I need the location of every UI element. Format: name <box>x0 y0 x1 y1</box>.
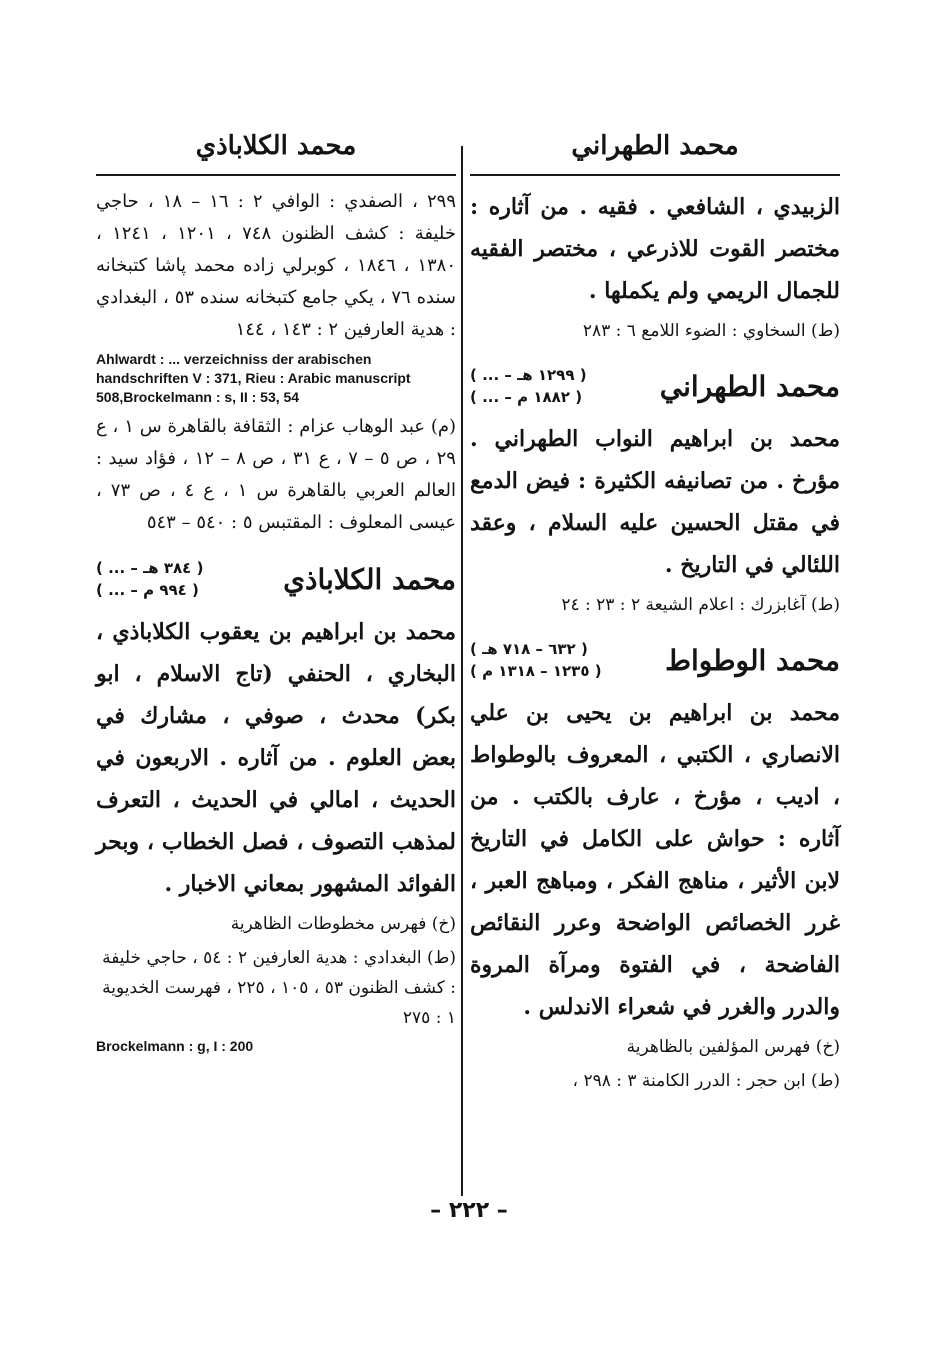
entry-reference-tehrani: (ط) آغابزرك : اعلام الشيعة ٢ : ٢٣ : ٢٤ <box>561 595 840 615</box>
entry-heading-tehrani <box>470 364 840 408</box>
entry-heading-watwat <box>470 638 840 682</box>
entry-body-watwat: محمد بن ابراهيم بن يحيى بن علي الانصاري ، الكتبي ، المعروف بالوطواط ، اديب ، مؤرخ ، عارف بالكتب . من آثاره : حواش على الكامل في التاريخ لابن الأثير ، مناهج الفكر ، ومباهج العبر ، غرر الخصائص الواضحة وعرر النقائص الفاضحة ، في الفتوة ومرآة المروة والدرر والغرر في شعراء الاندلس . <box>470 700 840 1020</box>
entry-dates-kalabadhi <box>96 557 203 601</box>
hijri-date: ( ٦٣٢ – ٧١٨ هـ ) <box>470 640 588 658</box>
left-running-header: محمد الكلاباذي <box>195 131 357 161</box>
gregorian-date: ( ... – ١٨٨٢ م ) <box>470 388 583 406</box>
left-column <box>96 122 456 1060</box>
entry-reference-kalabadhi-2: (ط) البغدادي : هدية العارفين ٢ : ٥٤ ، حاجي خليفة : كشف الظنون ٥٣ ، ١٠٥ ، ٢٢٥ ، فهرست الخديوية ١ : ٢٧٥ <box>102 948 456 1028</box>
right-column <box>470 122 840 1100</box>
continued-entry-reference: (ط) السخاوي : الضوء اللامع ٦ : ٢٨٣ <box>582 321 840 341</box>
gregorian-date: ( ... – ٩٩٤ م ) <box>96 581 199 599</box>
entry-name-tehrani: محمد الطهراني <box>659 369 840 403</box>
page-number: – ٢٢٢ – <box>430 1198 508 1223</box>
entry-body-tehrani: محمد بن ابراهيم النواب الطهراني . مؤرخ . من تصانيفه الكثيرة : فيض الدمع في مقتل الحسين عليه السلام ، وعقد اللئالي في التاريخ . <box>470 426 840 578</box>
left-header-rule <box>96 174 456 176</box>
entry-dates-tehrani <box>470 364 587 408</box>
continued-entry-text: الزبيدي ، الشافعي . فقيه . من آثاره : مختصر القوت للاذرعي ، مختصر الفقيه للجمال الريمي ولم يكملها . <box>470 194 840 304</box>
latin-reference-kalabadhi: Brockelmann : g, I : 200 <box>96 1038 254 1054</box>
entry-dates-watwat <box>470 638 602 682</box>
entry-reference-watwat-2: (ط) ابن حجر : الدرر الكامنة ٣ : ٢٩٨ ، <box>572 1071 840 1091</box>
right-header-rule <box>470 174 840 176</box>
hijri-date: ( ... – ٣٨٤ هـ ) <box>96 559 204 577</box>
gregorian-date: ( ١٢٣٥ – ١٣١٨ م ) <box>470 662 602 680</box>
entry-reference-watwat-1: (خ) فهرس المؤلفين بالظاهرية <box>626 1037 840 1057</box>
entry-reference-kalabadhi-1: (خ) فهرس مخطوطات الظاهرية <box>230 914 456 934</box>
continued-references: ٢٩٩ ، الصفدي : الوافي ٢ : ١٦ – ١٨ ، حاجي خليفة : كشف الظنون ٧٤٨ ، ١٢٠١ ، ١٢٤١ ، ١٣٨٠ ، ١٨٤٦ ، كوبرلي زاده محمد پاشا كتبخانه سنده ٧٦ ، يكي جامع كتبخانه سنده ٥٣ ، البغدادي : هدية العارفين ٢ : ١٤٣ ، ١٤٤ <box>96 191 456 340</box>
entry-body-kalabadhi: محمد بن ابراهيم بن يعقوب الكلاباذي ، البخاري ، الحنفي (تاج الاسلام ، ابو بكر) محدث ، صوفي ، مشارك في بعض العلوم . من آثاره . الاربعون في الحديث ، امالي في الحديث ، التعرف لمذهب التصوف ، فصل الخطاب ، وبحر الفوائد المشهور بمعاني الاخبار . <box>96 619 456 897</box>
entry-heading-kalabadhi <box>96 557 456 601</box>
column-divider <box>461 146 463 1196</box>
hijri-date: ( ... – ١٢٩٩ هـ ) <box>470 366 587 384</box>
latin-references: Ahlwardt : ... verzeichniss der arabischen handschriften V : 371, Rieu : Arabic manuscript 508,Brockelmann : s, II : 53, 54 <box>96 351 411 405</box>
entry-name-kalabadhi: محمد الكلاباذي <box>283 562 456 596</box>
periodical-references: (م) عبد الوهاب عزام : الثقافة بالقاهرة س ١ ، ع ٢٩ ، ص ٥ – ٧ ، ع ٣١ ، ص ٨ – ١٢ ، فؤاد سيد : العالم العربي بالقاهرة س ١ ، ع ٤ ، ص ٧٣ ، عيسى المعلوف : المقتبس ٥ : ٥٤٠ – ٥٤٣ <box>96 416 457 533</box>
entry-name-watwat: محمد الوطواط <box>665 643 840 677</box>
right-running-header: محمد الطهراني <box>571 131 739 161</box>
